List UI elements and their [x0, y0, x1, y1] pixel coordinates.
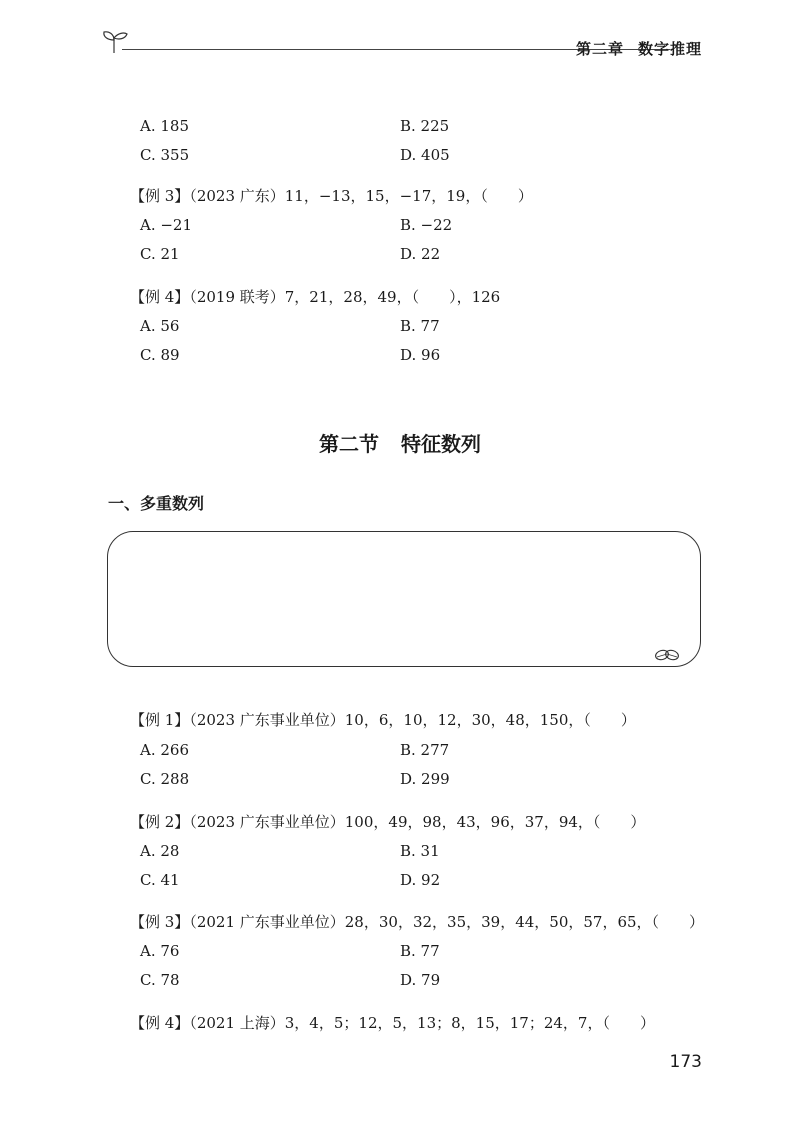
option-b: B. 77 — [400, 317, 440, 335]
example-source: （2021 广东事业单位） — [189, 913, 345, 931]
example-source: （2023 广东事业单位） — [189, 813, 345, 831]
option-c: C. 89 — [140, 346, 180, 364]
option-d: D. 96 — [400, 346, 441, 364]
example-source: （2023 广东事业单位） — [189, 711, 345, 729]
option-c: C. 78 — [140, 971, 180, 989]
option-b: B. 31 — [400, 842, 440, 860]
subheading: 一、多重数列 — [108, 494, 205, 513]
example-sequence: 28，30，32，35，39，44，50，57，65，（ ） — [344, 913, 705, 931]
example-sequence: 7，21，28，49，（ ），126 — [284, 288, 501, 306]
example-question — [130, 1013, 655, 1033]
example-label: 【例 3】 — [130, 187, 190, 205]
option-b: B. −22 — [400, 216, 453, 234]
option-c: C. 21 — [140, 245, 180, 263]
option-a: A. 56 — [140, 317, 180, 335]
option-d: D. 22 — [400, 245, 441, 263]
sprout-icon — [100, 28, 130, 54]
chapter-topic: 数字推理 — [637, 40, 702, 58]
example-source: （2023 广东） — [189, 187, 285, 205]
example-sequence: 11，−13，15，−17，19，（ ） — [284, 187, 533, 205]
example-label: 【例 4】 — [130, 288, 190, 306]
example-question — [130, 186, 533, 206]
example-label: 【例 1】 — [130, 711, 190, 729]
example-source: （2019 联考） — [189, 288, 285, 306]
option-b: B. 277 — [400, 741, 450, 759]
example-question — [130, 710, 636, 730]
example-source: （2021 上海） — [189, 1014, 285, 1032]
example-question — [130, 912, 704, 932]
chapter-number: 第二章 — [575, 40, 624, 58]
option-a: A. 76 — [140, 942, 180, 960]
option-b: B. 225 — [400, 117, 450, 135]
running-header — [100, 28, 710, 68]
leaf-icon — [654, 648, 680, 662]
option-a: A. −21 — [140, 216, 193, 234]
option-a: A. 28 — [140, 842, 180, 860]
section-title — [0, 428, 800, 457]
example-question — [130, 812, 645, 832]
page-number: 173 — [669, 1052, 702, 1072]
section-name: 特征数列 — [401, 432, 481, 456]
example-sequence: 3，4，5；12，5，13；8，15，17；24，7，（ ） — [284, 1014, 655, 1032]
option-a: A. 185 — [140, 117, 189, 135]
option-c: C. 41 — [140, 871, 180, 889]
option-d: D. 92 — [400, 871, 441, 889]
option-d: D. 299 — [400, 770, 450, 788]
option-d: D. 79 — [400, 971, 441, 989]
example-label: 【例 2】 — [130, 813, 190, 831]
example-sequence: 100，49，98，43，96，37，94，（ ） — [344, 813, 646, 831]
example-label: 【例 4】 — [130, 1014, 190, 1032]
chapter-title — [576, 38, 702, 59]
option-c: C. 355 — [140, 146, 190, 164]
note-box — [107, 531, 701, 667]
example-question — [130, 287, 500, 307]
example-sequence: 10，6，10，12，30，48，150，（ ） — [344, 711, 636, 729]
section-number: 第二节 — [319, 432, 379, 456]
option-b: B. 77 — [400, 942, 440, 960]
option-a: A. 266 — [140, 741, 189, 759]
option-d: D. 405 — [400, 146, 450, 164]
option-c: C. 288 — [140, 770, 190, 788]
example-label: 【例 3】 — [130, 913, 190, 931]
